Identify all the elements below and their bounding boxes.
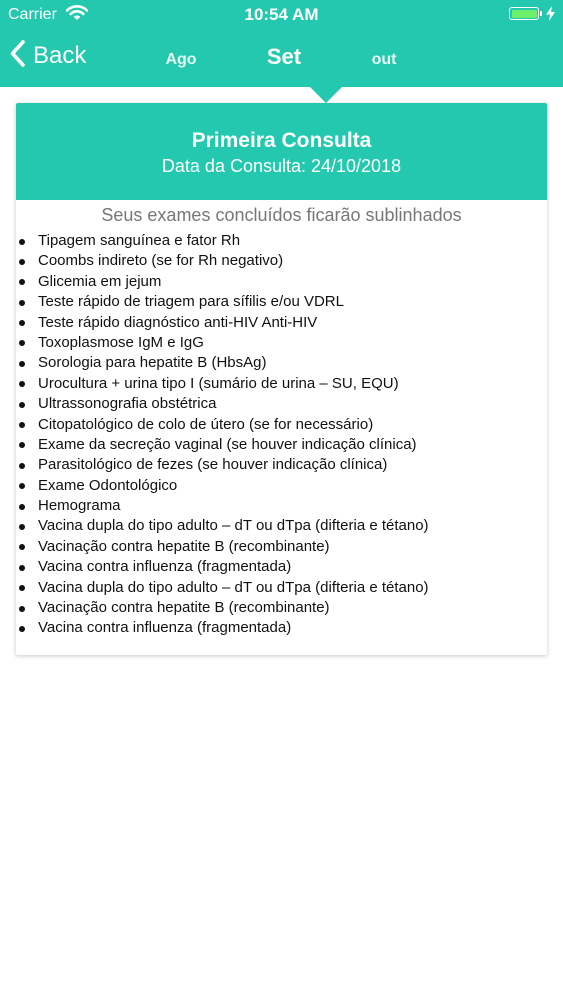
list-item (16, 272, 547, 292)
bullet-icon (19, 483, 25, 489)
exam-label: Coombs indireto (se for Rh negativo) (38, 252, 284, 270)
battery-cap (540, 11, 542, 16)
exam-label: Toxoplasmose IgM e IgG (38, 333, 204, 351)
exam-label: Exame Odontológico (38, 476, 178, 494)
exam-label: Parasitológico de fezes (se houver indicação clínica) (38, 456, 388, 474)
exam-label: Vacina contra influenza (fragmentada) (38, 558, 292, 576)
list-item (16, 394, 547, 414)
bullet-icon (19, 320, 25, 326)
exam-label: Exame da secreção vaginal (se houver indicação clínica) (38, 435, 417, 453)
carrier-label: Carrier (8, 6, 57, 23)
bullet-icon (19, 463, 25, 469)
charging-bolt-icon (546, 6, 555, 26)
exam-label: Vacina dupla do tipo adulto – dT ou dTpa (difteria e tétano) (38, 578, 429, 596)
exam-label: Vacina contra influenza (fragmentada) (38, 619, 292, 637)
exam-label: Urocultura + urina tipo I (sumário de urina – SU, EQU) (38, 374, 399, 392)
list-item (16, 618, 547, 638)
bullet-icon (19, 606, 25, 612)
status-bar (0, 0, 563, 30)
exam-label: Citopatológico de colo de útero (se for necessário) (38, 415, 374, 433)
list-item (16, 313, 547, 333)
exam-label: Vacinação contra hepatite B (recombinante) (38, 599, 330, 617)
back-button[interactable] (10, 40, 86, 72)
bullet-icon (19, 626, 25, 632)
bullet-icon (19, 239, 25, 245)
exam-label: Vacinação contra hepatite B (recombinante) (38, 537, 330, 555)
bullet-icon (19, 300, 25, 306)
selected-tab-indicator (310, 87, 342, 103)
bullet-icon (19, 422, 25, 428)
list-item (16, 374, 547, 394)
bullet-icon (19, 259, 25, 265)
bullet-icon (19, 340, 25, 346)
bullet-icon (19, 524, 25, 530)
exam-label: Teste rápido de triagem para sífilis e/ou VDRL (38, 293, 344, 311)
bullet-icon (19, 544, 25, 550)
card-header (16, 103, 547, 200)
list-item (16, 557, 547, 577)
exam-label: Sorologia para hepatite B (HbsAg) (38, 354, 267, 372)
list-item (16, 578, 547, 598)
list-item (16, 435, 547, 455)
list-item (16, 333, 547, 353)
bullet-icon (19, 442, 25, 448)
exam-label: Tipagem sanguínea e fator Rh (38, 232, 241, 249)
navigation-header (0, 0, 563, 87)
tab-previous-month[interactable]: Ago (165, 51, 197, 68)
battery-icon (509, 7, 539, 20)
list-item (16, 598, 547, 618)
list-item (16, 415, 547, 435)
tab-next-month[interactable]: out (371, 51, 397, 68)
consultation-title: Primeira Consulta (191, 129, 372, 152)
list-item (16, 476, 547, 496)
list-item (16, 496, 547, 516)
battery-level (512, 10, 537, 18)
list-item (16, 516, 547, 536)
chevron-left-icon (10, 40, 25, 72)
consultation-card (16, 103, 547, 655)
bullet-icon (19, 565, 25, 571)
bullet-icon (19, 585, 25, 591)
list-item (16, 537, 547, 557)
exam-label: Vacina dupla do tipo adulto – dT ou dTpa (difteria e tétano) (38, 517, 429, 535)
bullet-icon (19, 279, 25, 285)
back-label: Back (33, 42, 87, 69)
exam-list (16, 231, 547, 639)
list-item (16, 353, 547, 373)
clock: 10:54 AM (244, 5, 319, 24)
exam-label: Hemograma (38, 497, 121, 515)
bullet-icon (19, 381, 25, 387)
list-item (16, 455, 547, 475)
list-item (16, 231, 547, 251)
exams-hint: Seus exames concluídos ficarão sublinhados (101, 205, 462, 225)
bullet-icon (19, 361, 25, 367)
bullet-icon (19, 402, 25, 408)
exam-label: Teste rápido diagnóstico anti-HIV Anti-HIV (38, 313, 318, 331)
list-item (16, 292, 547, 312)
consultation-date: Data da Consulta: 24/10/2018 (161, 156, 402, 176)
exam-label: Glicemia em jejum (38, 272, 162, 290)
exam-label: Ultrassonografia obstétrica (38, 395, 217, 413)
list-item (16, 251, 547, 271)
bullet-icon (19, 504, 25, 510)
tab-current-month[interactable]: Set (266, 44, 302, 69)
